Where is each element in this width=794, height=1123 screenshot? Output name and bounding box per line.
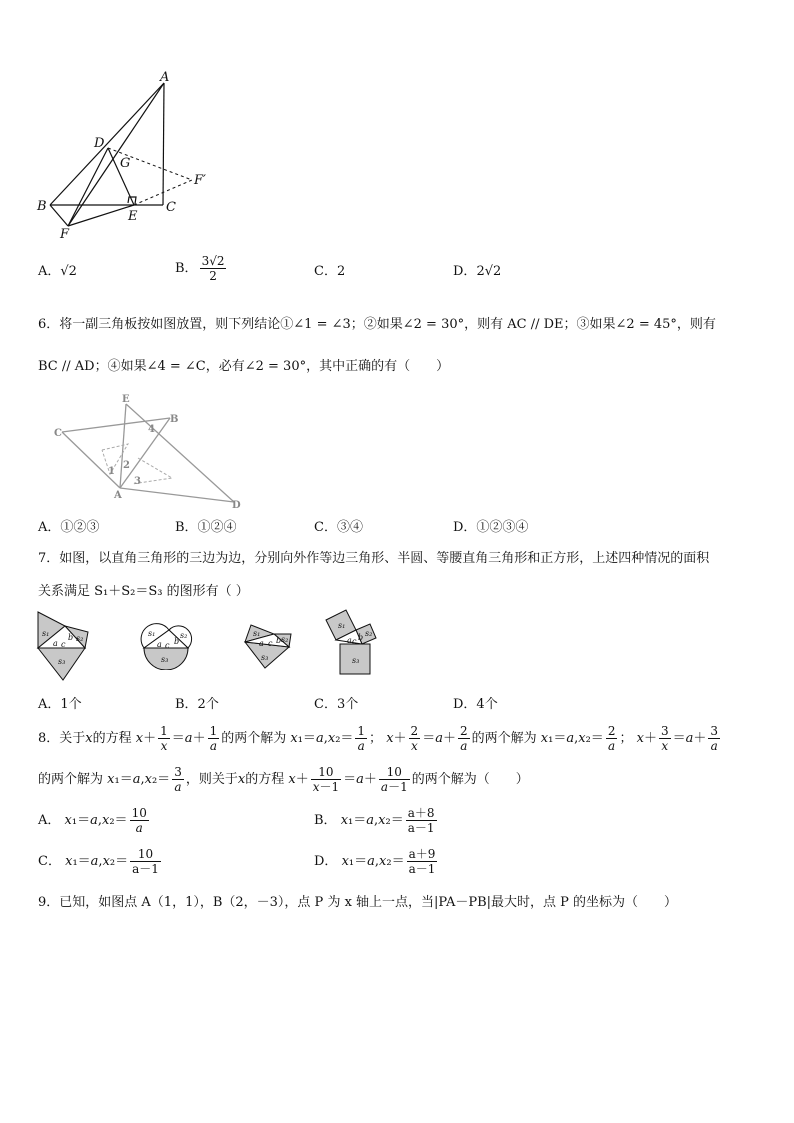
figure-isosceles-right (241, 622, 297, 674)
svg-text:s₂: s₂ (365, 629, 373, 638)
label-A: A (160, 70, 170, 85)
label-B: B (37, 199, 47, 214)
label-D: D (232, 500, 241, 510)
q8-option-c[interactable]: C． x₁＝a,x₂＝ $\frac{10}{a-1}$ (38, 847, 159, 876)
figure-squares (322, 608, 394, 684)
geometry-figure-q5 (30, 70, 220, 245)
label-G: G (120, 156, 131, 171)
q8-option-d[interactable]: D． x₁＝a,x₂＝ $\frac{a+9}{a-1}$ (314, 847, 436, 876)
q7-option-b[interactable]: B．2个 (175, 697, 219, 712)
label-4: 4 (148, 424, 155, 435)
svg-text:s₃: s₃ (161, 655, 169, 664)
svg-text:s₃: s₃ (352, 656, 360, 665)
q8-stem-line2: 的两个解为 x₁＝a,x₂＝ $\frac{3}{a}$ ，则关于x的方程 x＋ $\frac{10}{x-1}$ ＝a＋ $\frac{10}{a-1}$ 的两个解为（ ） (38, 765, 529, 794)
label-E: E (122, 394, 130, 405)
q7-option-d[interactable]: D．4个 (453, 697, 498, 712)
label-2: 2 (123, 460, 130, 471)
label-D: D (94, 136, 105, 151)
label-F-prime: F′ (194, 173, 206, 188)
svg-text:a: a (347, 636, 352, 645)
q6-option-b[interactable]: B．①②④ (175, 520, 237, 535)
svg-text:c: c (268, 639, 273, 648)
label-3: 3 (134, 476, 141, 487)
svg-text:b: b (358, 633, 364, 642)
svg-text:a: a (259, 639, 264, 648)
q5-option-a[interactable]: A．√2 (38, 264, 77, 279)
svg-text:s₂: s₂ (180, 631, 188, 640)
q6-stem-line2: BC // AD；④如果∠4 = ∠C，必有∠2 = 30°，其中正确的有（ ） (38, 359, 450, 374)
q6-stem-line1: 6．将一副三角板按如图放置，则下列结论①∠1 = ∠3；②如果∠2 = 30°，则有 AC // DE；③如果∠2 = 45°，则有 (38, 317, 716, 332)
svg-text:s₃: s₃ (58, 657, 66, 666)
svg-text:c: c (352, 637, 357, 646)
q6-option-d[interactable]: D．①②③④ (453, 520, 529, 535)
svg-text:s₂: s₂ (281, 635, 289, 644)
figure-equilateral (33, 610, 93, 682)
figure-semicircle (138, 620, 194, 670)
label-B: B (170, 414, 179, 425)
svg-text:c: c (165, 641, 170, 650)
triangle-boards-figure-q6 (50, 392, 250, 510)
svg-text:c: c (61, 640, 66, 649)
label-C: C (166, 200, 176, 215)
svg-text:b: b (68, 633, 74, 642)
svg-text:a: a (53, 639, 58, 648)
q7-option-c[interactable]: C．3个 (314, 697, 359, 712)
label-F: F (60, 227, 70, 242)
svg-text:s₁: s₁ (338, 621, 346, 630)
q5-option-b[interactable]: B． $\frac{3√2}{2}$ (175, 254, 225, 283)
label-1: 1 (108, 466, 115, 477)
q8-stem-line1: 8．关于x的方程 x＋ $\frac{1}{x}$ ＝a＋ $\frac{1}{a}$ 的两个解为 x₁＝a,x₂＝ $\frac{1}{a}$ ； x＋ $\frac{2}{x}$ ＝a＋ $\frac{2}{a}$ 的两个解为 x₁＝a,x₂＝ $\frac{2}{a}$ ； x＋ $\frac{3}{x}$ ＝a＋ $\frac{3}{a}$ (38, 724, 719, 753)
q9-stem: 9．已知，如图点 A（1，1），B（2，－3），点 P 为 x 轴上一点，当|PA－PB|最大时，点 P 的坐标为（ ） (38, 895, 678, 910)
svg-text:s₃: s₃ (261, 653, 269, 662)
label-E: E (128, 209, 138, 224)
svg-text:s₂: s₂ (76, 634, 84, 643)
label-A: A (114, 490, 122, 501)
q6-option-a[interactable]: A．①②③ (38, 520, 100, 535)
q5-option-c[interactable]: C．2 (314, 264, 346, 279)
q8-option-b[interactable]: B． x₁＝a,x₂＝ $\frac{a+8}{a-1}$ (314, 806, 435, 835)
q7-stem-line1: 7．如图，以直角三角形的三边为边，分别向外作等边三角形、半圆、等腰直角三角形和正方形，上述四种情况的面积 (38, 551, 710, 566)
svg-text:b: b (174, 637, 180, 646)
label-C: C (54, 428, 62, 439)
svg-text:s₁: s₁ (42, 629, 50, 638)
q8-option-a[interactable]: A． x₁＝a,x₂＝ $\frac{10}{a}$ (38, 806, 147, 835)
q7-stem-line2: 关系满足 S₁＋S₂＝S₃ 的图形有（ ） (38, 584, 249, 599)
svg-text:s₁: s₁ (253, 629, 261, 638)
q6-option-c[interactable]: C．③④ (314, 520, 363, 535)
q5-option-d[interactable]: D．2√2 (453, 264, 502, 279)
q7-option-a[interactable]: A．1个 (38, 697, 82, 712)
svg-text:s₁: s₁ (148, 629, 156, 638)
svg-text:a: a (157, 640, 162, 649)
svg-text:b: b (276, 636, 282, 645)
